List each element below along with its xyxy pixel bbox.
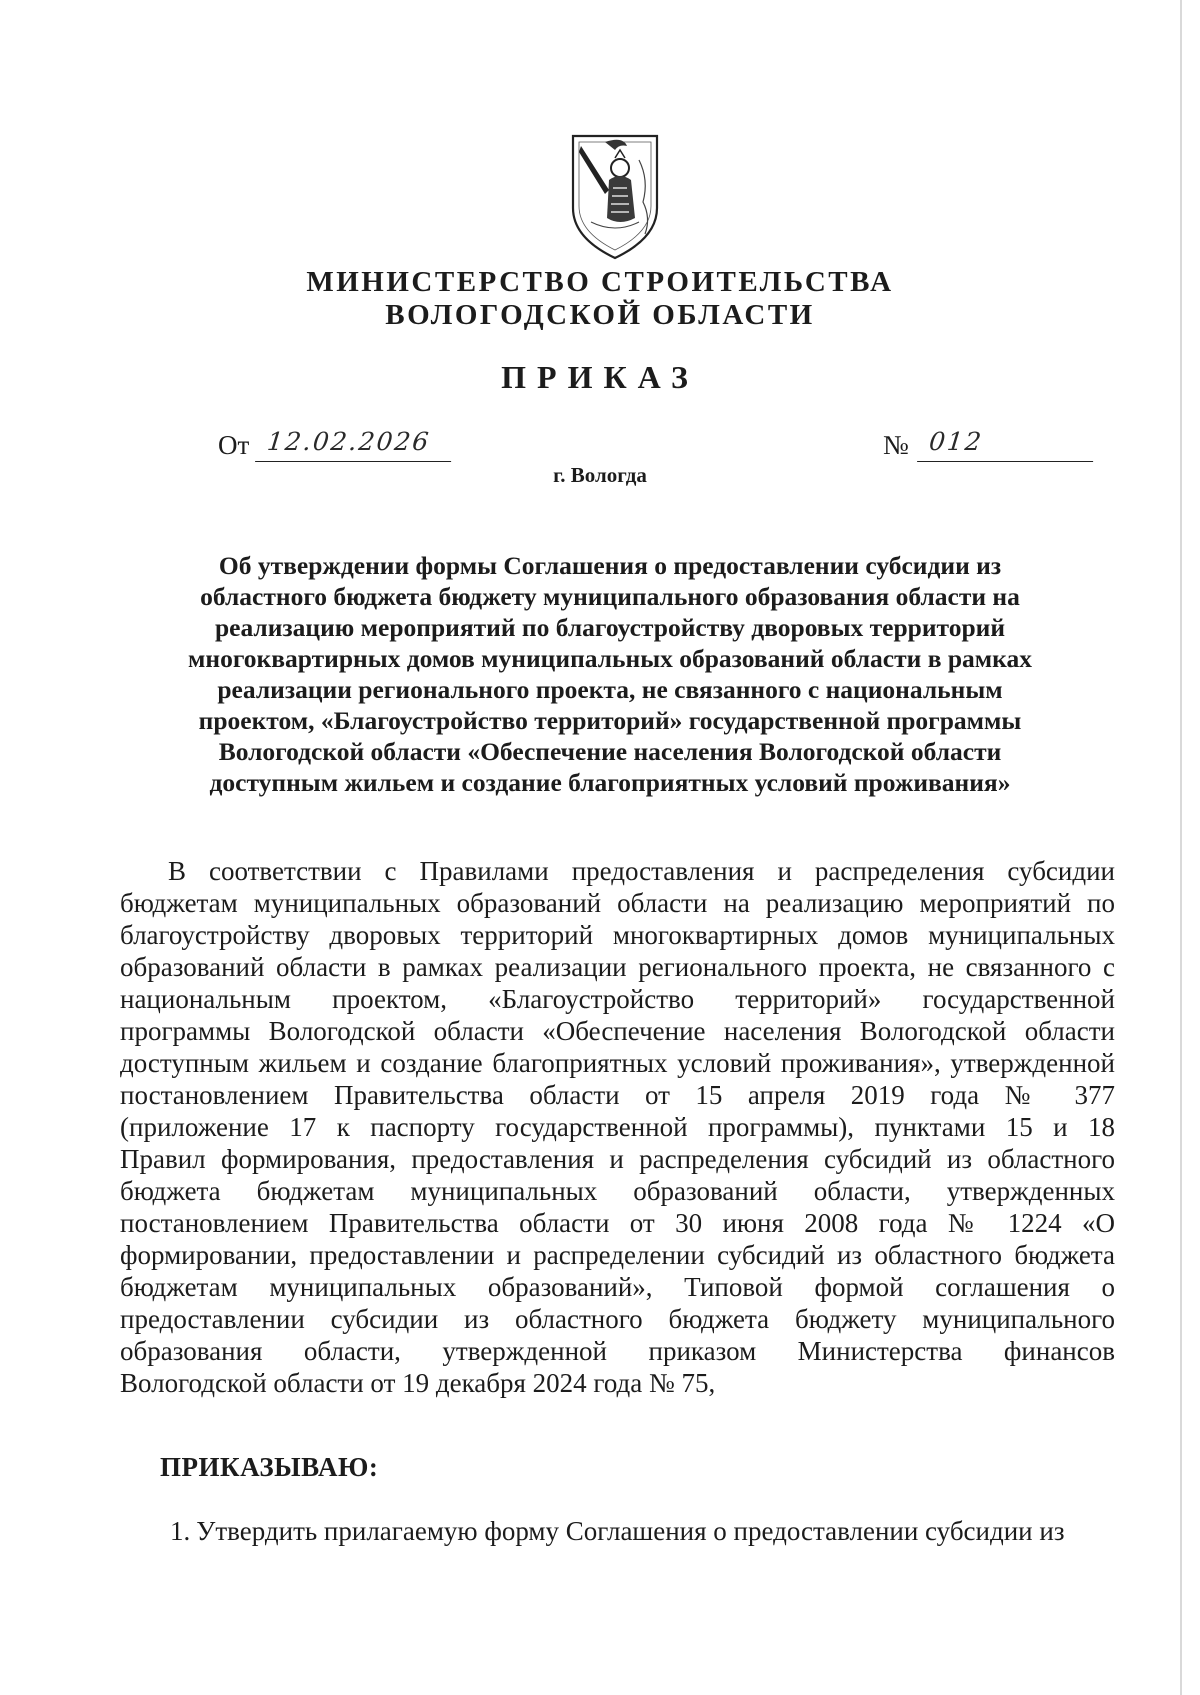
body-line: постановлением Правительства области от 15 апреля 2019 года № 377	[120, 1080, 1115, 1110]
body-line: Вологодской области от 19 декабря 2024 года № 75,	[120, 1368, 716, 1398]
subject-line: Об утверждении формы Соглашения о предоставлении субсидии из	[218, 551, 1002, 580]
order-item-number: 1.	[170, 1516, 191, 1546]
subject-line: проектом, «Благоустройство территорий» государственной программы	[198, 706, 1022, 735]
subject-line: Вологодской области «Обеспечение населения Вологодской области	[218, 737, 1002, 766]
body-line: образования области, утвержденной приказом Министерства финансов	[120, 1336, 1115, 1366]
scan-edge-line	[1180, 0, 1182, 1695]
body-line: предоставлении субсидии из областного бюджета бюджету муниципального	[120, 1304, 1115, 1334]
order-item-text: Утвердить прилагаемую форму Соглашения о предоставлении субсидии из	[196, 1516, 1065, 1546]
body-line: Правил формирования, предоставления и распределения субсидий из областного	[120, 1144, 1115, 1174]
number-label: №	[883, 430, 909, 460]
number-row	[883, 425, 1095, 462]
city-name: г. Вологда	[553, 463, 647, 487]
subject-line: доступным жильем и создание благоприятных условий проживания»	[209, 768, 1011, 797]
date-label: От	[218, 430, 250, 460]
document-type-title: ПРИКАЗ	[501, 359, 699, 395]
body-line: постановлением Правительства области от 30 июня 2008 года № 1224 «О	[120, 1208, 1115, 1238]
body-line: национальным проектом, «Благоустройство территорий» государственной	[120, 984, 1115, 1014]
subject-line: реализацию мероприятий по благоустройству дворовых территорий	[214, 613, 1006, 642]
order-item	[170, 1515, 1115, 1547]
subject-line: областного бюджета бюджету муниципального образования области на	[200, 582, 1020, 611]
subject-line: многоквартирных домов муниципальных образований области в рамках	[188, 644, 1032, 673]
body-line: образований области в рамках реализации регионального проекта, не связанного с	[120, 952, 1115, 982]
subject-line: реализации регионального проекта, не связанного с национальным	[217, 675, 1003, 704]
ministry-name-line1: МИНИСТЕРСТВО СТРОИТЕЛЬСТВА	[306, 266, 894, 298]
body-line: формировании, предоставлении и распределении субсидий из областного бюджета	[120, 1240, 1115, 1270]
date-row	[218, 425, 453, 462]
body-line: (приложение 17 к паспорту государственной программы), пунктами 15 и 18	[120, 1112, 1115, 1142]
order-heading: ПРИКАЗЫВАЮ:	[160, 1452, 379, 1482]
preamble-paragraph	[120, 855, 1115, 1399]
body-line: программы Вологодской области «Обеспечение населения Вологодской области	[120, 1016, 1115, 1046]
body-line: доступным жильем и создание благоприятных условий проживания», утвержденной	[120, 1048, 1115, 1078]
body-line: В соответствии с Правилами предоставления и распределения субсидии	[168, 856, 1115, 886]
body-line: бюджетам муниципальных образований», Типовой формой соглашения о	[120, 1272, 1115, 1302]
body-line: бюджета бюджетам муниципальных образований области, утвержденных	[120, 1176, 1115, 1206]
document-subject	[140, 550, 1080, 798]
body-line: бюджетам муниципальных образований области на реализацию мероприятий по	[120, 888, 1115, 918]
vologda-coat-of-arms-icon	[565, 130, 665, 265]
body-line: благоустройству дворовых территорий многоквартирных домов муниципальных	[120, 920, 1115, 950]
ministry-name-line2: ВОЛОГОДСКОЙ ОБЛАСТИ	[385, 299, 815, 331]
date-value: 12.02.2026	[255, 425, 455, 462]
number-value: 012	[917, 425, 1097, 462]
